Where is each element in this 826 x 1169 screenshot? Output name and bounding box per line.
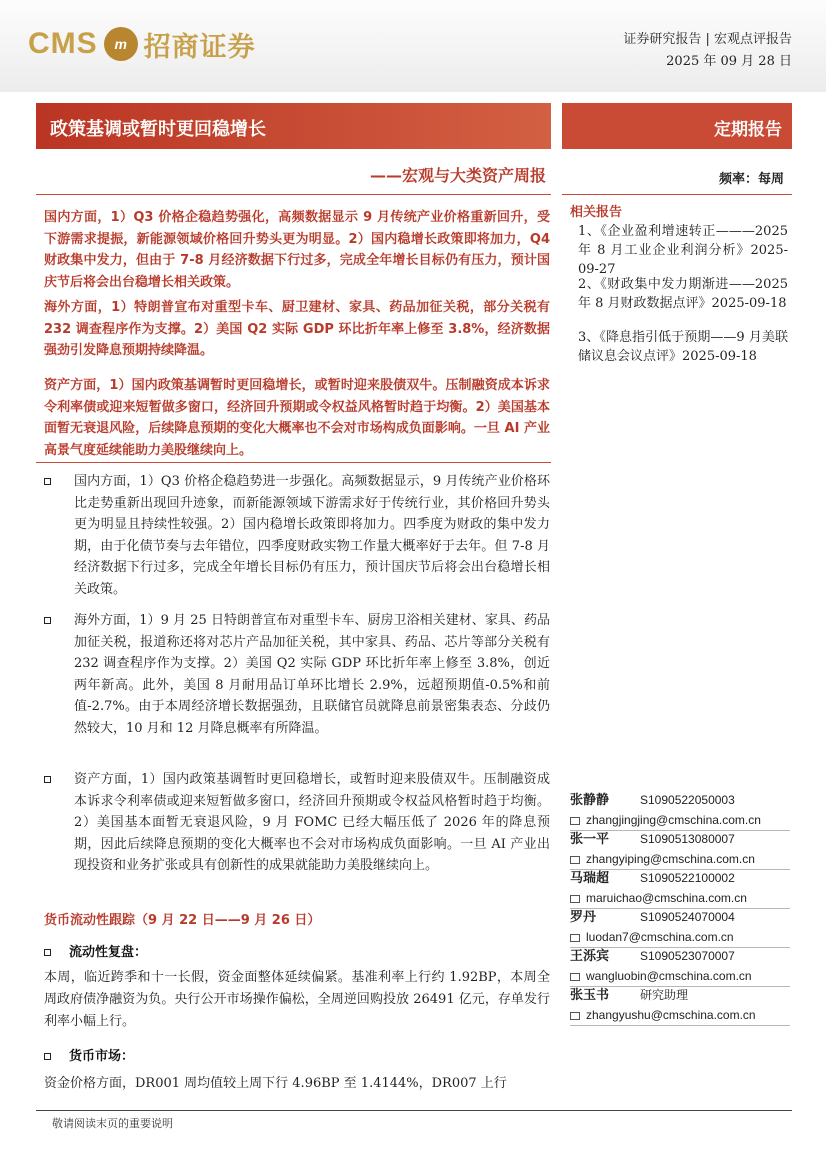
analyst-email[interactable]	[570, 930, 790, 944]
analyst-code: S1090523070007	[640, 949, 735, 963]
bullet-square-icon	[44, 1053, 51, 1060]
bullet-square-icon	[44, 949, 51, 956]
email-text[interactable]: maruichao@cmschina.com.cn	[586, 891, 747, 905]
analyst-email[interactable]	[570, 891, 790, 905]
analyst-name: 张静静	[570, 793, 610, 808]
summary-overseas: 海外方面，1）特朗普宣布对重型卡车、厨卫建材、家具、药品加征关税，部分关税有 232 调查程序作为支撑。2）美国 Q2 实际 GDP 环比折年率上修至 3.8%，经济数据强劲引发降息预期持续降温。	[44, 300, 550, 358]
divider	[36, 462, 551, 463]
bullet-square-icon	[44, 478, 51, 485]
analyst-name: 罗丹	[570, 910, 597, 925]
analyst-entry	[570, 906, 790, 948]
company-logo	[28, 24, 256, 64]
email-text[interactable]: wangluobin@cmschina.com.cn	[586, 969, 752, 983]
section-heading-money: 货币流动性跟踪（9 月 22 日——9 月 26 日）	[44, 913, 321, 928]
analyst-name: 马瑞超	[570, 871, 610, 886]
footer-divider	[36, 1110, 792, 1111]
bullet-assets	[44, 769, 550, 877]
analyst-name: 王泺宾	[570, 949, 610, 964]
analyst-role: 研究助理	[640, 988, 689, 1002]
subheading-liquidity	[44, 941, 147, 960]
email-icon	[570, 895, 580, 903]
related-report-item[interactable]: 3、《降息指引低于预期——9 月美联储议息会议点评》2025-09-18	[578, 330, 788, 364]
frequency: 频率：每周	[718, 172, 784, 187]
analyst-code: S1090522100002	[640, 871, 735, 885]
bullet-domestic	[44, 471, 550, 600]
bullet-overseas	[44, 610, 550, 739]
summary-assets: 资产方面，1）国内政策基调暂时更回稳增长，或暂时迎来股债双牛。压制融资成本诉求令利率债或迎来短暂做多窗口，经济回升预期或令权益风格暂时趋于均衡。2）美国基本面暂无衰退风险，后续降息预期的变化大概率也不会对市场构成负面影响。一旦 AI 产业高景气度延续能助力美股继续向上。	[44, 378, 550, 458]
analyst-entry	[570, 828, 790, 870]
email-icon	[570, 934, 580, 942]
email-icon	[570, 1012, 580, 1020]
analyst-code: S1090524070004	[640, 910, 735, 924]
analyst-name: 张一平	[570, 832, 610, 847]
subheading-market	[44, 1045, 134, 1064]
analyst-email[interactable]	[570, 1008, 790, 1022]
report-title: 政策基调或暂时更回稳增长	[50, 119, 266, 140]
bullet-text: 国内方面，1）Q3 价格企稳趋势进一步强化。高频数据显示，9 月传统产业价格环比走势重新出现回升迹象，而新能源领域下游需求好于传统行业，其价格回升势头更为明显且持续性较强。2）国内稳增长政策即将加力。四季度为财政的集中发力期，由于化债节奏与去年错位，四季度财政实物工作量大概率好于去年。但 7-8 月经济数据下行过多，完成全年增长目标仍有压力，预计国庆节后将会出台稳增长相关政策。	[74, 474, 550, 597]
analyst-entry	[570, 945, 790, 987]
analyst-entry	[570, 789, 790, 831]
analyst-entry	[570, 867, 790, 909]
logo-mark-icon: m	[104, 27, 138, 61]
summary-domestic: 国内方面，1）Q3 价格企稳趋势强化，高频数据显示 9 月传统产业价格重新回升，受下游需求提振，新能源领域价格回升势头更为明显。2）国内稳增长政策即将加力，Q4 财政集中发力，但由于 7-8 月经济数据下行过多，完成全年增长目标仍有压力，预计国庆节后将会出台稳增长相关政策。	[44, 210, 551, 290]
bullet-text: 资产方面，1）国内政策基调暂时更回稳增长，或暂时迎来股债双牛。压制融资成本诉求令利率债或迎来短暂做多窗口，经济回升预期或令权益风格暂时趋于均衡。2）美国基本面暂无衰退风险，9 月 FOMC 已经大幅压低了 2026 年的降息预期，因此后续降息预期的变化大概率也不会对市场构成负面影响。一旦 AI 产业出现投资和业务扩张或具有创新性的成果就能助力美股继续向上。	[74, 772, 550, 873]
email-text[interactable]: luodan7@cmschina.com.cn	[586, 930, 734, 944]
report-tag: 定期报告	[714, 120, 782, 140]
liquidity-paragraph: 本周，临近跨季和十一长假，资金面整体延续偏紧。基准利率上行约 1.92BP，本周全周政府债净融资为负。央行公开市场操作偏松，全周逆回购投放 26491 亿元，存单发行利率小幅上行。	[44, 970, 550, 1029]
email-icon	[570, 973, 580, 981]
analyst-entry	[570, 984, 790, 1026]
subheading-text: 流动性复盘：	[69, 945, 148, 960]
analyst-code: S1090522050003	[640, 793, 735, 807]
email-text[interactable]: zhangyushu@cmschina.com.cn	[586, 1008, 756, 1022]
divider	[570, 1025, 790, 1026]
report-date: 2025 年 09 月 28 日	[666, 54, 792, 69]
report-subtitle: ——宏观与大类资产周报	[369, 166, 546, 185]
analyst-email[interactable]	[570, 852, 790, 866]
market-paragraph: 资金价格方面，DR001 周均值较上周下行 4.96BP 至 1.4144%，DR007 上行	[44, 1076, 507, 1091]
email-text[interactable]: zhangjingjing@cmschina.com.cn	[586, 813, 761, 827]
bullet-text: 海外方面，1）9 月 25 日特朗普宣布对重型卡车、厨房卫浴相关建材、家具、药品加征关税，报道称还将对芯片产品加征关税，其中家具、药品、芯片等部分关税有 232 调查程序作为支撑。2）美国 Q2 实际 GDP 环比折年率上修至 3.8%，创近两年新高。此外，美国 8 月耐用品订单环比增长 2.9%，远超预期值-0.5%和前值-2.7%。由于本周经济增长数据强劲，且联储官员就降息前景密集表态、分歧仍然较大，10 月和 12 月降息概率有所降温。	[74, 613, 550, 736]
related-reports-title: 相关报告	[570, 205, 623, 220]
report-type: 证券研究报告 | 宏观点评报告	[623, 32, 792, 47]
analyst-name: 张玉书	[570, 988, 610, 1003]
logo-latin: CMS	[28, 27, 98, 60]
email-text[interactable]: zhangyiping@cmschina.com.cn	[586, 852, 755, 866]
logo-chinese: 招商证券	[143, 31, 256, 63]
related-report-item[interactable]: 1、《企业盈利增速转正———2025 年 8 月工业企业利润分析》2025-09-27	[578, 224, 788, 277]
divider	[562, 194, 792, 195]
analyst-email[interactable]	[570, 969, 790, 983]
analyst-code: S1090513080007	[640, 832, 735, 846]
email-icon	[570, 856, 580, 864]
subheading-text: 货币市场：	[69, 1049, 135, 1064]
bullet-square-icon	[44, 617, 51, 624]
related-report-item[interactable]: 2、《财政集中发力期渐进——2025 年 8 月财政数据点评》2025-09-18	[578, 277, 788, 311]
analyst-email[interactable]	[570, 813, 790, 827]
bullet-square-icon	[44, 776, 51, 783]
footer-note: 敬请阅读末页的重要说明	[52, 1117, 173, 1130]
divider	[36, 194, 551, 195]
email-icon	[570, 817, 580, 825]
